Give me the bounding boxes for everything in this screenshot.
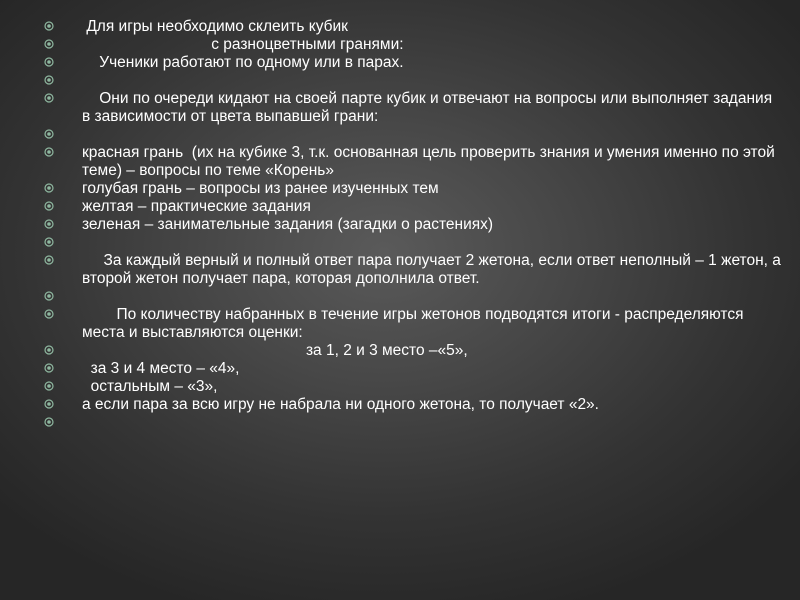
list-item bbox=[44, 306, 784, 342]
ringed-circle-icon bbox=[44, 399, 54, 409]
ringed-circle-icon bbox=[44, 219, 54, 229]
ringed-circle-icon bbox=[44, 57, 54, 67]
ringed-circle-icon bbox=[44, 237, 54, 247]
list-item bbox=[44, 360, 784, 378]
ringed-circle-icon bbox=[44, 21, 54, 31]
list-item bbox=[44, 18, 784, 36]
ringed-circle-icon bbox=[44, 363, 54, 373]
list-item-text bbox=[82, 414, 784, 432]
list-item bbox=[44, 36, 784, 54]
ringed-circle-icon bbox=[44, 147, 54, 157]
list-item-text: а если пара за всю игру не набрала ни одного жетона, то получает «2». bbox=[82, 396, 599, 413]
ringed-circle-icon bbox=[44, 345, 54, 355]
list-item bbox=[44, 234, 784, 252]
list-item bbox=[44, 396, 784, 414]
ringed-circle-icon bbox=[44, 39, 54, 49]
list-item-text: Ученики работают по одному или в парах. bbox=[82, 54, 404, 71]
list-item bbox=[44, 378, 784, 396]
ringed-circle-icon bbox=[44, 291, 54, 301]
list-item bbox=[44, 252, 784, 288]
list-item-text: Для игры необходимо склеить кубик bbox=[82, 18, 348, 35]
list-item-text bbox=[82, 72, 784, 90]
list-item-text: желтая – практические задания bbox=[82, 198, 311, 215]
list-item-text: за 1, 2 и 3 место –«5», bbox=[82, 342, 468, 359]
list-item-text bbox=[82, 126, 784, 144]
list-item bbox=[44, 72, 784, 90]
ringed-circle-icon bbox=[44, 381, 54, 391]
ringed-circle-icon bbox=[44, 417, 54, 427]
list-item bbox=[44, 90, 784, 126]
ringed-circle-icon bbox=[44, 93, 54, 103]
ringed-circle-icon bbox=[44, 309, 54, 319]
list-item bbox=[44, 144, 784, 180]
list-item bbox=[44, 288, 784, 306]
list-item-text bbox=[82, 234, 784, 252]
list-item-text: Они по очереди кидают на своей парте кубик и отвечают на вопросы или выполняет задания в зависимости от цвета выпавшей грани: bbox=[82, 90, 777, 125]
list-item bbox=[44, 198, 784, 216]
list-item-text: голубая грань – вопросы из ранее изученных тем bbox=[82, 180, 439, 197]
list-item bbox=[44, 414, 784, 432]
list-item bbox=[44, 54, 784, 72]
list-item bbox=[44, 216, 784, 234]
list-item-text: красная грань (их на кубике 3, т.к. основанная цель проверить знания и умения именно по этой теме) – вопросы по теме «Корень» bbox=[82, 144, 780, 179]
ringed-circle-icon bbox=[44, 183, 54, 193]
list-item-text bbox=[82, 288, 784, 306]
bullet-list bbox=[44, 18, 784, 432]
list-item bbox=[44, 126, 784, 144]
list-item bbox=[44, 342, 784, 360]
ringed-circle-icon bbox=[44, 201, 54, 211]
list-item-text: с разноцветными гранями: bbox=[82, 36, 404, 53]
list-item bbox=[44, 180, 784, 198]
ringed-circle-icon bbox=[44, 129, 54, 139]
list-item-text: зеленая – занимательные задания (загадки о растениях) bbox=[82, 216, 494, 233]
list-item-text: За каждый верный и полный ответ пара получает 2 жетона, если ответ неполный – 1 жетон, а второй жетон получает пара, которая дополнила ответ. bbox=[82, 252, 786, 287]
ringed-circle-icon bbox=[44, 75, 54, 85]
list-item-text: за 3 и 4 место – «4», bbox=[82, 360, 240, 377]
list-item-text: остальным – «3», bbox=[82, 378, 218, 395]
ringed-circle-icon bbox=[44, 255, 54, 265]
list-item-text: По количеству набранных в течение игры жетонов подводятся итоги - распределяются места и выставляются оценки: bbox=[82, 306, 748, 341]
